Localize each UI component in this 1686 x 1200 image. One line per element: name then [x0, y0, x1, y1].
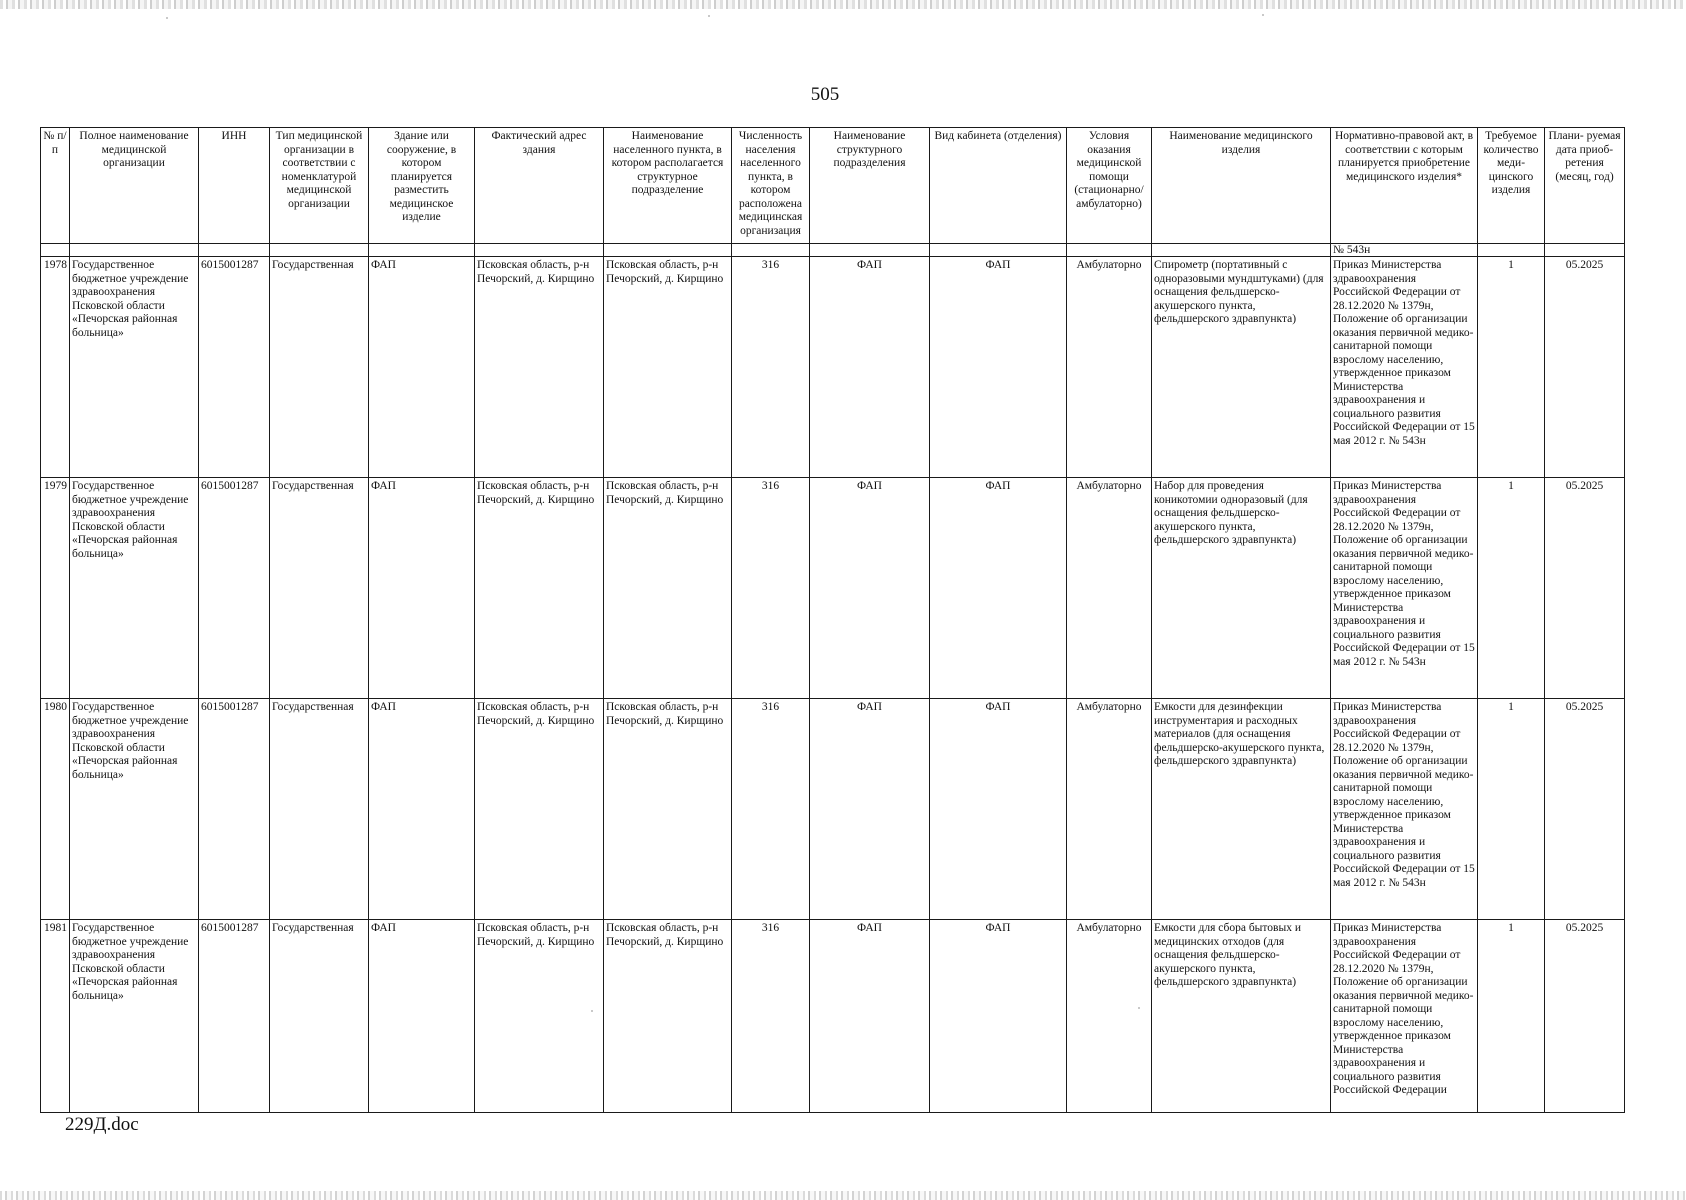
cell-org: Государственное бюджетное учреждение здравоохранения Псковской области «Печорская районная больница»	[70, 478, 199, 699]
cell-device: Набор для проведения коникотомии одноразовый (для оснащения фельдшерско-акушерского пункта, фельдшерского здравпункта)	[1152, 478, 1331, 699]
cell-inn: 6015001287	[199, 478, 270, 699]
cell-conditions: Амбулаторно	[1067, 478, 1152, 699]
cell-num: 1981	[41, 920, 70, 1113]
equipment-table	[40, 127, 1625, 1113]
cell-building: ФАП	[369, 478, 475, 699]
cell-org: Государственное бюджетное учреждение здравоохранения Псковской области «Печорская районная больница»	[70, 699, 199, 920]
header-cell-inn: ИНН	[199, 128, 270, 244]
cell-inn: 6015001287	[199, 920, 270, 1113]
cell-act: Приказ Министерства здравоохранения Российской Федерации от 28.12.2020 № 1379н, Положение об организации оказания первичной медико-санитарной помощи взрослому населению, утвержденное приказом Министерства здравоохранения и социального развития Российской Федерации от 15 мая 2012 г. № 543н	[1331, 478, 1478, 699]
cell-cabinet: ФАП	[930, 478, 1067, 699]
table-row	[41, 478, 1625, 699]
cell-qty: 1	[1478, 478, 1545, 699]
header-cell-address: Фактический адрес здания	[475, 128, 604, 244]
scan-speck	[708, 15, 710, 17]
cell-population: 316	[732, 699, 810, 920]
scan-speck	[591, 1010, 593, 1012]
cell-act: Приказ Министерства здравоохранения Российской Федерации от 28.12.2020 № 1379н, Положение об организации оказания первичной медико-санитарной помощи взрослому населению, утвержденное приказом Министерства здравоохранения и социального развития Российской Федерации от 15 мая 2012 г. № 543н	[1331, 257, 1478, 478]
scan-speck	[1262, 14, 1264, 16]
scan-edge-top	[0, 0, 1686, 9]
cell-cabinet: ФАП	[930, 699, 1067, 920]
header-cell-num: № п/п	[41, 128, 70, 244]
cell-address: Псковская область, р-н Печорский, д. Кирщино	[475, 257, 604, 478]
continuation-row	[41, 244, 1625, 257]
footer-filename: 229Д.doc	[65, 1114, 139, 1135]
cell-inn: 6015001287	[199, 257, 270, 478]
cell-population: 316	[732, 478, 810, 699]
cell-device: Емкости для сбора бытовых и медицинских отходов (для оснащения фельдшерско-акушерского пункта, фельдшерского здравпункта)	[1152, 920, 1331, 1113]
header-cell-device: Наименование медицинского изделия	[1152, 128, 1331, 244]
cell-unit: ФАП	[810, 478, 930, 699]
cell-address: Псковская область, р-н Печорский, д. Кирщино	[475, 920, 604, 1113]
cell-act: Приказ Министерства здравоохранения Российской Федерации от 28.12.2020 № 1379н, Положение об организации оказания первичной медико-санитарной помощи взрослому населению, утвержденное приказом Министерства здравоохранения и социального развития Российской Федерации	[1331, 920, 1478, 1113]
cell-unit: ФАП	[810, 257, 930, 478]
cell-type: Государственная	[270, 257, 369, 478]
header-cell-org: Полное наименование медицинской организации	[70, 128, 199, 244]
header-cell-date: Плани- руемая дата приоб- ретения (месяц, год)	[1545, 128, 1625, 244]
cell-population: 316	[732, 257, 810, 478]
header-cell-type: Тип медицинской организации в соответствии с номенклатурой медицинской организации	[270, 128, 369, 244]
cell-conditions: Амбулаторно	[1067, 920, 1152, 1113]
cell-num: 1978	[41, 257, 70, 478]
cell-locality: Псковская область, р-н Печорский, д. Кирщино	[604, 257, 732, 478]
header-cell-locality: Наименование населенного пункта, в котором располагается структурное подразделение	[604, 128, 732, 244]
cell-act: Приказ Министерства здравоохранения Российской Федерации от 28.12.2020 № 1379н, Положение об организации оказания первичной медико-санитарной помощи взрослому населению, утвержденное приказом Министерства здравоохранения и социального развития Российской Федерации от 15 мая 2012 г. № 543н	[1331, 699, 1478, 920]
cell-date: 05.2025	[1545, 920, 1625, 1113]
header-cell-conditions: Условия оказания медицинской помощи (стационарно/ амбулаторно)	[1067, 128, 1152, 244]
cell-unit: ФАП	[810, 699, 930, 920]
page-number: 505	[810, 84, 840, 105]
cell-locality: Псковская область, р-н Печорский, д. Кирщино	[604, 920, 732, 1113]
cell-locality: Псковская область, р-н Печорский, д. Кирщино	[604, 699, 732, 920]
cell-org: Государственное бюджетное учреждение здравоохранения Псковской области «Печорская районная больница»	[70, 257, 199, 478]
cell-type: Государственная	[270, 699, 369, 920]
scan-speck	[166, 17, 168, 19]
cell-device: Спирометр (портативный с одноразовыми мундштуками) (для оснащения фельдшерско-акушерского пункта, фельдшерского здравпункта)	[1152, 257, 1331, 478]
cell-unit: ФАП	[810, 920, 930, 1113]
header-cell-act: Нормативно-правовой акт, в соответствии с которым планируется приобретение медицинского изделия*	[1331, 128, 1478, 244]
table-header-row	[41, 128, 1625, 244]
cell-org: Государственное бюджетное учреждение здравоохранения Псковской области «Печорская районная больница»	[70, 920, 199, 1113]
cell-building: ФАП	[369, 699, 475, 920]
table-row	[41, 920, 1625, 1113]
cell-address: Псковская область, р-н Печорский, д. Кирщино	[475, 699, 604, 920]
cell-num: 1980	[41, 699, 70, 920]
cell-type: Государственная	[270, 478, 369, 699]
cell-conditions: Амбулаторно	[1067, 257, 1152, 478]
scan-speck	[1138, 1007, 1140, 1009]
cell-population: 316	[732, 920, 810, 1113]
cell-date: 05.2025	[1545, 699, 1625, 920]
continuation-act-text: № 543н	[1331, 244, 1478, 257]
cell-qty: 1	[1478, 920, 1545, 1113]
cell-building: ФАП	[369, 920, 475, 1113]
cell-qty: 1	[1478, 257, 1545, 478]
cell-type: Государственная	[270, 920, 369, 1113]
cell-locality: Псковская область, р-н Печорский, д. Кирщино	[604, 478, 732, 699]
cell-address: Псковская область, р-н Печорский, д. Кирщино	[475, 478, 604, 699]
cell-cabinet: ФАП	[930, 920, 1067, 1113]
cell-device: Емкости для дезинфекции инструментария и расходных материалов (для оснащения фельдшерско-акушерского пункта, фельдшерского здравпункта)	[1152, 699, 1331, 920]
scan-edge-bottom	[0, 1191, 1686, 1200]
table-row	[41, 699, 1625, 920]
header-cell-cabinet: Вид кабинета (отделения)	[930, 128, 1067, 244]
cell-num: 1979	[41, 478, 70, 699]
header-cell-qty: Требуемое количество меди- цинского изделия	[1478, 128, 1545, 244]
cell-inn: 6015001287	[199, 699, 270, 920]
cell-cabinet: ФАП	[930, 257, 1067, 478]
header-cell-population: Численность населения населенного пункта, в котором расположена медицинская организация	[732, 128, 810, 244]
header-cell-building: Здание или сооружение, в котором планируется разместить медицинское изделие	[369, 128, 475, 244]
cell-conditions: Амбулаторно	[1067, 699, 1152, 920]
cell-building: ФАП	[369, 257, 475, 478]
cell-date: 05.2025	[1545, 478, 1625, 699]
header-cell-unit: Наименование структурного подразделения	[810, 128, 930, 244]
table-row	[41, 257, 1625, 478]
cell-qty: 1	[1478, 699, 1545, 920]
cell-date: 05.2025	[1545, 257, 1625, 478]
